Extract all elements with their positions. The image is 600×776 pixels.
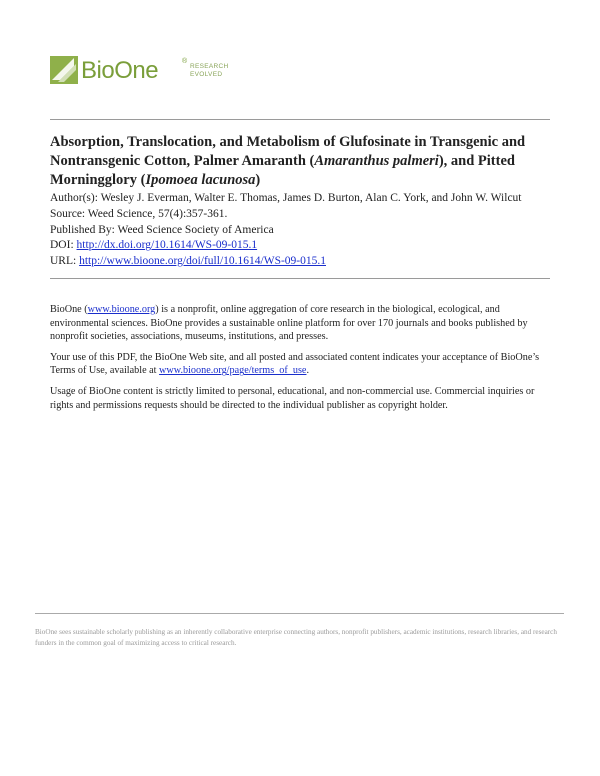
doi-link[interactable]: http://dx.doi.org/10.1614/WS-09-015.1 — [76, 239, 258, 252]
footer-text: BioOne sees sustainable scholarly publishing as an inherently collaborative enterprise connecting authors, nonprofit publishers, academic institutions, research libraries, and research funders in the common goal of maximizing access to critical research. — [35, 628, 557, 647]
bioone-leaf-icon — [50, 56, 78, 84]
p2-start: Your use of this PDF, the BioOne Web site, and all posted and associated content indicates your acceptance of BioOne’s Terms of Use, available at — [50, 351, 540, 377]
url-link[interactable]: http://www.bioone.org/doi/full/10.1614/WS-09-015.1 — [79, 255, 326, 268]
logo-tagline — [190, 63, 229, 79]
p1-start: BioOne ( — [50, 304, 88, 315]
logo-registered-mark: ® — [182, 58, 188, 65]
bioone-notice — [50, 303, 555, 419]
doi-line — [50, 238, 550, 254]
publisher: Published By: Weed Science Society of America — [50, 223, 274, 236]
notice-paragraph-3: Usage of BioOne content is strictly limited to personal, educational, and non-commercial use. Commercial inquiries or rights and permissions requests should be directed to the individual publisher as copyright holder. — [50, 385, 535, 411]
authors: Author(s): Wesley J. Everman, Walter E. Thomas, James D. Burton, Alan C. York, and John W. Wilcut — [50, 192, 522, 204]
article-title — [50, 133, 540, 190]
p2-end: . — [306, 365, 309, 377]
title-species-2: Ipomoea lacunosa — [145, 172, 256, 188]
title-text-3: ) — [255, 172, 261, 188]
footer-divider — [35, 613, 564, 614]
url-line — [50, 254, 550, 270]
notice-paragraph-1 — [50, 303, 555, 344]
notice-paragraph-2 — [50, 351, 555, 378]
title-text-1: Absorption, Translocation, and Metabolism of Glufosinate in Transgenic and Nontransgenic Cotton, Palmer Amaranth ( — [50, 134, 526, 169]
doi-label: DOI: — [50, 239, 77, 252]
url-label: URL: — [50, 255, 80, 268]
logo-tagline-line2: EVOLVED — [190, 71, 223, 78]
logo-wordmark: BioOne — [81, 57, 159, 84]
title-text-2: ), and Pitted Morningglory ( — [50, 153, 515, 188]
source: Source: Weed Science, 57(4):357-361. — [50, 207, 228, 220]
title-species-1: Amaranthus palmeri — [314, 153, 439, 169]
metadata-divider — [50, 278, 550, 279]
logo-tagline-line1: RESEARCH — [190, 63, 229, 70]
article-metadata — [50, 191, 550, 270]
header-divider — [50, 119, 550, 120]
bioone-home-link[interactable]: www.bioone.org — [87, 304, 156, 315]
bioone-logo — [50, 54, 250, 94]
terms-of-use-link[interactable]: www.bioone.org/page/terms_of_use — [159, 365, 307, 377]
p1-end: ) is a nonprofit, online aggregation of core research in the biological, ecological, and environmental sciences. BioOne provides a sustainable online platform for over 170 journals and books published by nonprofit societies, associations, museums, institutions, and presses. — [50, 304, 528, 343]
